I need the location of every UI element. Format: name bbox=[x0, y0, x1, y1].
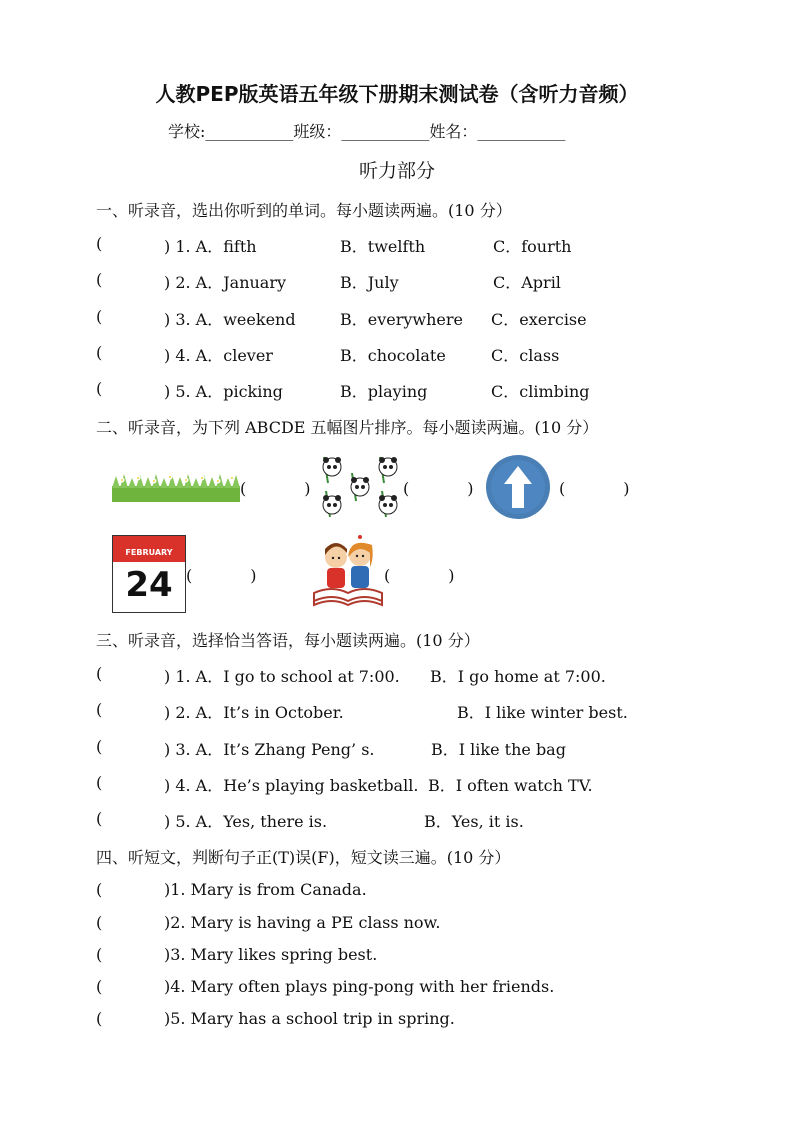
pandas-picture bbox=[318, 455, 402, 519]
answer-paren[interactable]: ( bbox=[96, 773, 103, 792]
section-1-header: 一、听录音，选出你听到的单词。每小题读两遍。(10 分） bbox=[96, 201, 512, 220]
answer-paren[interactable]: ( bbox=[96, 809, 103, 828]
answer-paren[interactable]: ( bbox=[96, 1009, 103, 1028]
order-paren-b[interactable]: ( ) bbox=[403, 479, 474, 498]
answer-paren[interactable]: ( bbox=[96, 700, 103, 719]
student-info-line: 学校:___________班级：___________姓名：___________ bbox=[168, 122, 566, 141]
answer-paren[interactable]: ( bbox=[96, 343, 103, 362]
answer-paren[interactable]: ( bbox=[96, 880, 103, 899]
answer-paren[interactable]: ( bbox=[96, 945, 103, 964]
up-arrow-icon bbox=[485, 454, 551, 520]
section-3-header: 三、听录音，选择恰当答语，每小题读两遍。(10 分） bbox=[96, 631, 480, 650]
part-title: 听力部分 bbox=[358, 160, 435, 182]
answer-paren[interactable]: ( bbox=[96, 307, 103, 326]
answer-paren[interactable]: ( bbox=[96, 913, 103, 932]
answer-paren[interactable]: ( bbox=[96, 234, 103, 253]
order-paren-c[interactable]: ( ) bbox=[559, 479, 630, 498]
page-title: 人教PEP版英语五年级下册期末测试卷（含听力音频） bbox=[155, 82, 639, 106]
grass-flowers-picture bbox=[112, 472, 240, 502]
calendar-picture bbox=[112, 535, 186, 613]
answer-paren[interactable]: ( bbox=[96, 977, 103, 996]
order-paren-a[interactable]: ( ) bbox=[240, 479, 311, 498]
answer-paren[interactable]: ( bbox=[96, 270, 103, 289]
calendar-day: 24 bbox=[125, 565, 173, 605]
calendar-month: FEBRUARY bbox=[113, 536, 185, 562]
kids-reading-picture bbox=[312, 535, 384, 609]
section-4-header: 四、听短文，判断句子正(T)误(F)，短文读三遍。(10 分） bbox=[96, 848, 511, 867]
answer-paren[interactable]: ( bbox=[96, 379, 103, 398]
order-paren-e[interactable]: ( ) bbox=[384, 566, 455, 585]
answer-paren[interactable]: ( bbox=[96, 664, 103, 683]
section-2-header: 二、听录音，为下列 ABCDE 五幅图片排序。每小题读两遍。(10 分） bbox=[96, 418, 599, 437]
order-paren-d[interactable]: ( ) bbox=[186, 566, 257, 585]
answer-paren[interactable]: ( bbox=[96, 737, 103, 756]
